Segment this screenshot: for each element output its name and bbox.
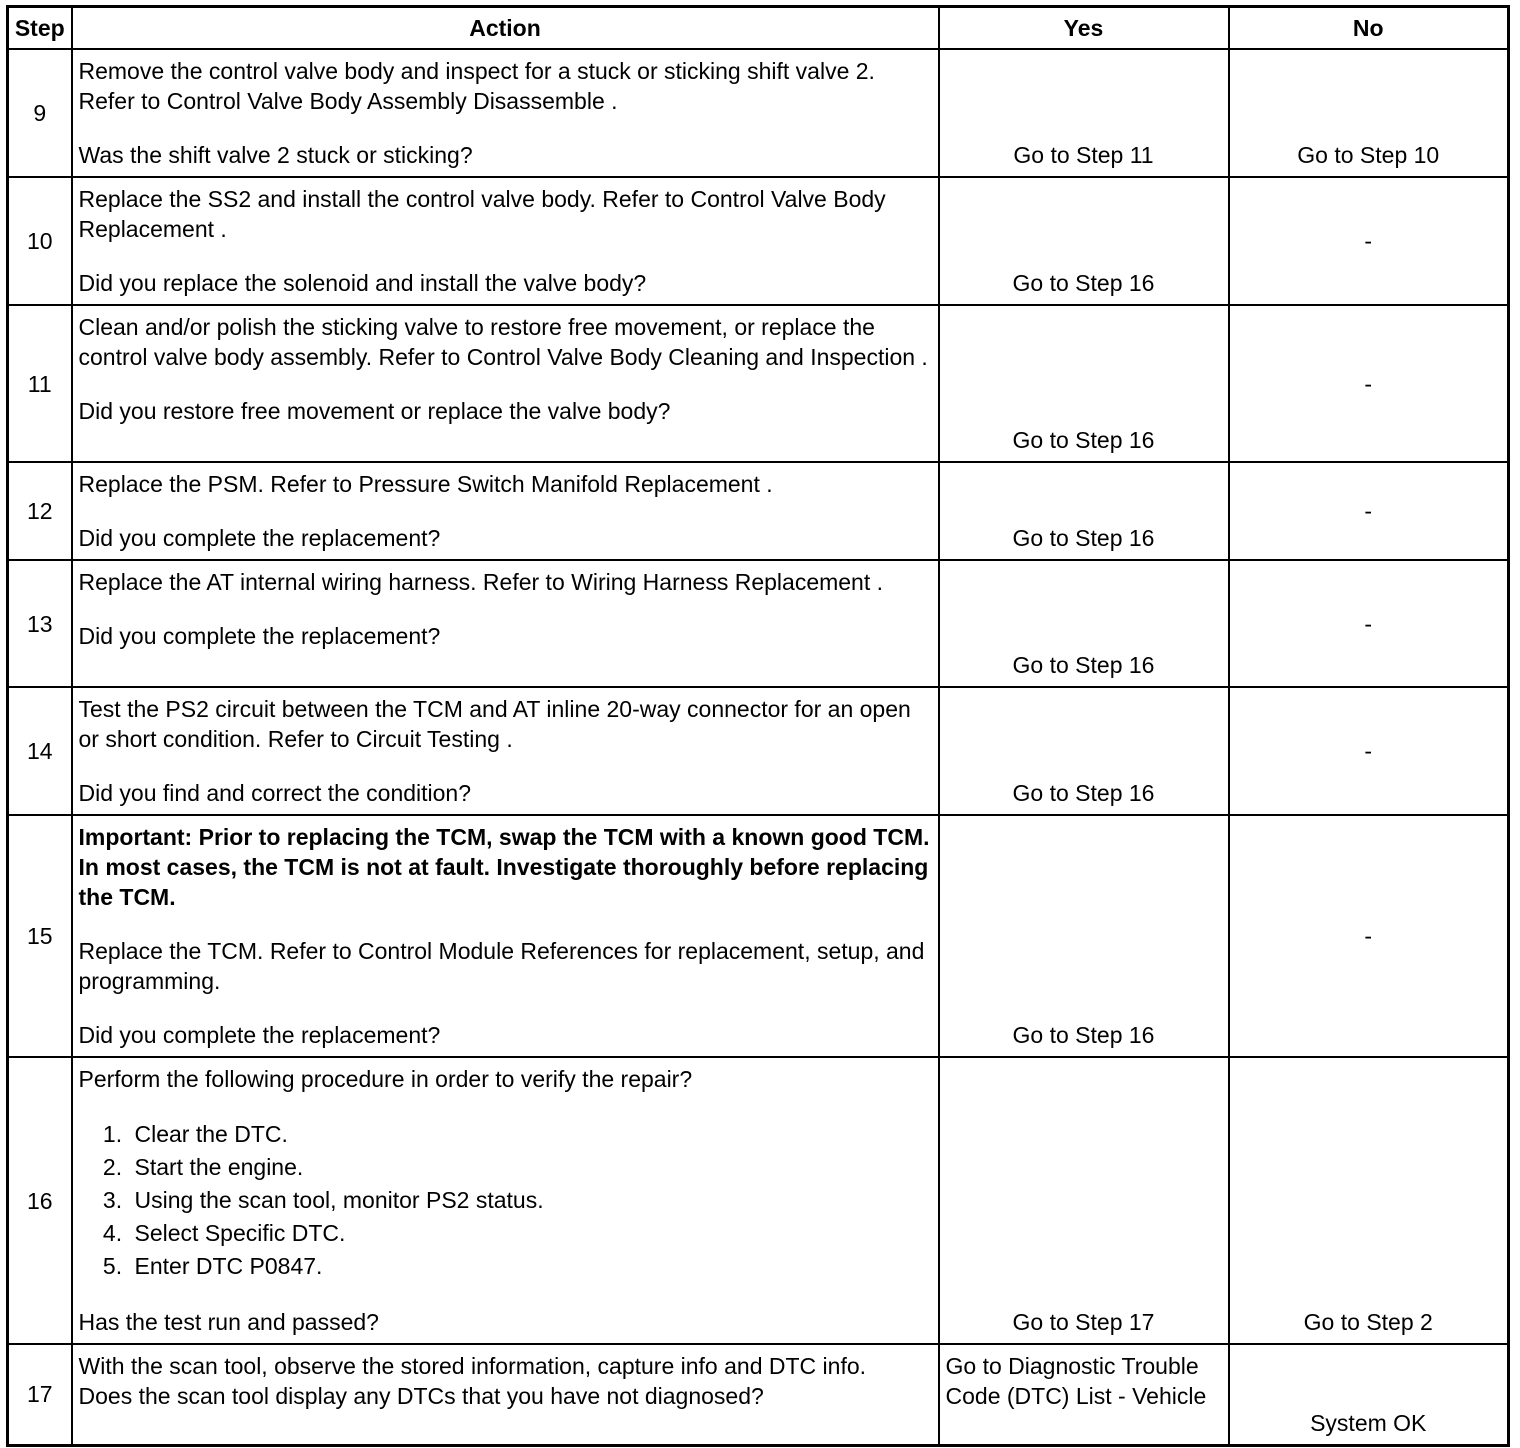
- procedure-list: [79, 1118, 932, 1283]
- action-question: Has the test run and passed?: [78, 1309, 379, 1335]
- no-link[interactable]: Go to Step 2: [1229, 1057, 1509, 1344]
- no-value: -: [1229, 462, 1509, 560]
- header-action: Action: [72, 7, 939, 50]
- action-cell: [72, 49, 939, 177]
- action-text: Clean and/or polish the sticking valve to restore free movement, or replace the control valve body assembly. Refer to Control Valve Body Cleaning and Inspection .: [78, 314, 928, 370]
- yes-link[interactable]: Go to Step 16: [939, 560, 1229, 687]
- yes-link[interactable]: Go to Step 16: [939, 687, 1229, 815]
- header-row: [8, 7, 1509, 50]
- action-cell: [72, 1344, 939, 1445]
- important-note: Important: Prior to replacing the TCM, swap the TCM with a known good TCM. In most cases, the TCM is not at fault. Investigate thoroughly before replacing the TCM.: [78, 824, 930, 910]
- no-value: -: [1229, 687, 1509, 815]
- list-item: 2. Start the engine.: [129, 1151, 932, 1184]
- action-text: Replace the SS2 and install the control valve body. Refer to Control Valve Body Replacement .: [78, 186, 886, 242]
- action-cell: [72, 560, 939, 687]
- header-step: Step: [8, 7, 72, 50]
- diagnostic-table: [6, 5, 1510, 1447]
- action-text: Replace the PSM. Refer to Pressure Switch Manifold Replacement .: [78, 471, 773, 497]
- action-text: Perform the following procedure in order to verify the repair?: [78, 1066, 693, 1092]
- no-link[interactable]: Go to Step 10: [1229, 49, 1509, 177]
- step-number: 10: [8, 177, 72, 305]
- list-item: 5. Enter DTC P0847.: [129, 1250, 932, 1283]
- action-question: Does the scan tool display any DTCs that you have not diagnosed?: [78, 1383, 764, 1409]
- yes-link[interactable]: Go to Step 16: [939, 815, 1229, 1057]
- yes-link[interactable]: Go to Step 16: [939, 177, 1229, 305]
- step-number: 15: [8, 815, 72, 1057]
- table-row: [8, 560, 1509, 687]
- action-text: Test the PS2 circuit between the TCM and AT inline 20-way connector for an open or short condition. Refer to Circuit Testing .: [78, 696, 911, 752]
- yes-link[interactable]: Go to Step 17: [939, 1057, 1229, 1344]
- step-number: 13: [8, 560, 72, 687]
- table-row: [8, 305, 1509, 462]
- step-number: 11: [8, 305, 72, 462]
- table-row: [8, 687, 1509, 815]
- action-question: Did you complete the replacement?: [78, 525, 441, 551]
- action-text: Replace the TCM. Refer to Control Module References for replacement, setup, and programming.: [78, 938, 925, 994]
- action-cell: [72, 1057, 939, 1344]
- yes-link[interactable]: Go to Step 16: [939, 462, 1229, 560]
- table-row: [8, 1344, 1509, 1445]
- table-row: [8, 462, 1509, 560]
- no-value: -: [1229, 177, 1509, 305]
- header-no: No: [1229, 7, 1509, 50]
- action-question: Did you complete the replacement?: [78, 623, 441, 649]
- table-row: [8, 177, 1509, 305]
- no-value: System OK: [1229, 1344, 1509, 1445]
- action-question: Did you find and correct the condition?: [78, 780, 472, 806]
- no-value: -: [1229, 305, 1509, 462]
- action-cell: [72, 305, 939, 462]
- yes-link[interactable]: Go to Step 11: [939, 49, 1229, 177]
- step-number: 16: [8, 1057, 72, 1344]
- action-cell: [72, 177, 939, 305]
- step-number: 9: [8, 49, 72, 177]
- list-item: 4. Select Specific DTC.: [129, 1217, 932, 1250]
- no-value: -: [1229, 560, 1509, 687]
- action-cell: [72, 462, 939, 560]
- list-item: 3. Using the scan tool, monitor PS2 status.: [129, 1184, 932, 1217]
- yes-link[interactable]: Go to Step 16: [939, 305, 1229, 462]
- yes-link[interactable]: Go to Diagnostic Trouble Code (DTC) List - Vehicle: [939, 1344, 1229, 1445]
- action-text: Remove the control valve body and inspect for a stuck or sticking shift valve 2. Refer to Control Valve Body Assembly Disassemble .: [78, 58, 875, 114]
- action-question: Was the shift valve 2 stuck or sticking?: [78, 142, 473, 168]
- action-text: Replace the AT internal wiring harness. Refer to Wiring Harness Replacement .: [78, 569, 884, 595]
- step-number: 17: [8, 1344, 72, 1445]
- list-item: 1. Clear the DTC.: [129, 1118, 932, 1151]
- action-cell: [72, 815, 939, 1057]
- no-value: -: [1229, 815, 1509, 1057]
- table-row: [8, 1057, 1509, 1344]
- action-question: Did you restore free movement or replace the valve body?: [78, 398, 671, 424]
- header-yes: Yes: [939, 7, 1229, 50]
- step-number: 12: [8, 462, 72, 560]
- step-number: 14: [8, 687, 72, 815]
- action-question: Did you replace the solenoid and install the valve body?: [78, 270, 647, 296]
- action-question: Did you complete the replacement?: [78, 1022, 441, 1048]
- table-row: [8, 49, 1509, 177]
- action-cell: [72, 687, 939, 815]
- action-text: With the scan tool, observe the stored information, capture info and DTC info.: [78, 1353, 867, 1379]
- table-row: [8, 815, 1509, 1057]
